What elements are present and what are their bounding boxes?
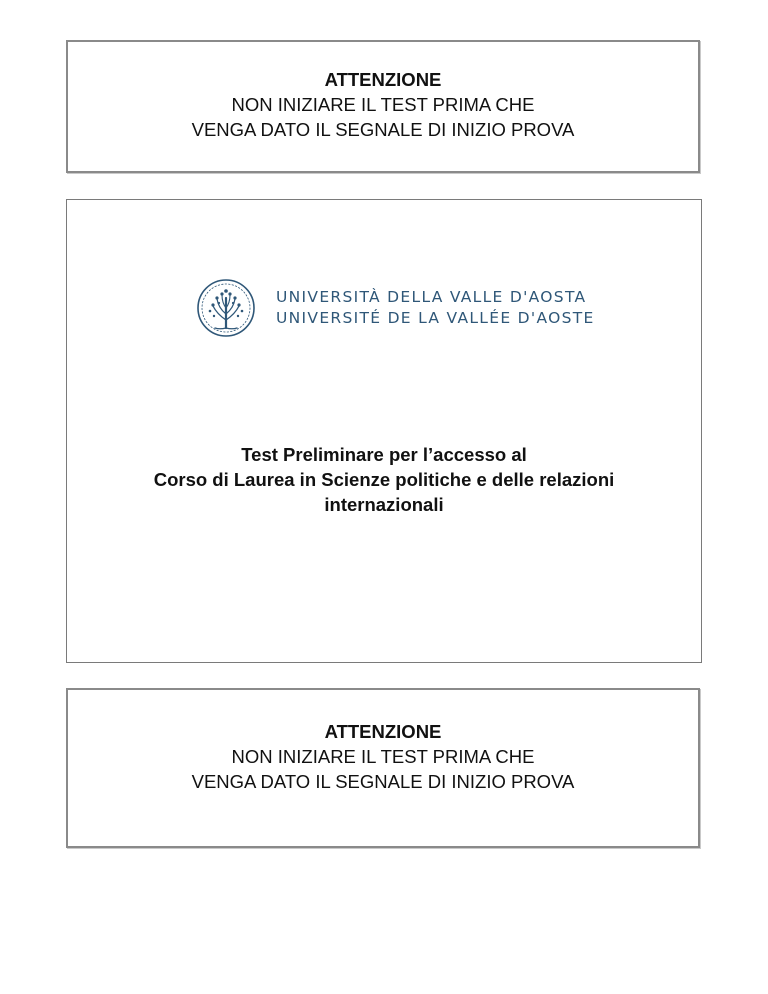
notice-top-title: ATTENZIONE — [324, 69, 442, 90]
test-title-line-2: Corso di Laurea in Scienze politiche e delle relazioni — [153, 469, 615, 490]
university-name — [276, 287, 595, 329]
notice-top-line-2: VENGA DATO IL SEGNALE DI INIZIO PROVA — [191, 119, 575, 140]
university-name-italian: UNIVERSITÀ DELLA VALLE D'AOSTA — [276, 288, 587, 306]
test-title — [67, 442, 701, 517]
notice-bottom-line-1: NON INIZIARE IL TEST PRIMA CHE — [231, 746, 535, 767]
university-name-french: UNIVERSITÉ DE LA VALLÉE D'AOSTE — [276, 309, 595, 327]
notice-top-line-1: NON INIZIARE IL TEST PRIMA CHE — [231, 94, 535, 115]
notice-box-top — [66, 40, 700, 173]
notice-bottom-line-2: VENGA DATO IL SEGNALE DI INIZIO PROVA — [191, 771, 575, 792]
notice-box-bottom — [66, 688, 700, 848]
notice-bottom-title: ATTENZIONE — [324, 721, 442, 742]
test-title-line-3: internazionali — [324, 494, 444, 515]
university-logo — [196, 278, 595, 338]
test-title-line-1: Test Preliminare per l’accesso al — [241, 444, 527, 465]
cover-box — [66, 199, 702, 663]
tree-emblem-icon — [196, 278, 256, 338]
